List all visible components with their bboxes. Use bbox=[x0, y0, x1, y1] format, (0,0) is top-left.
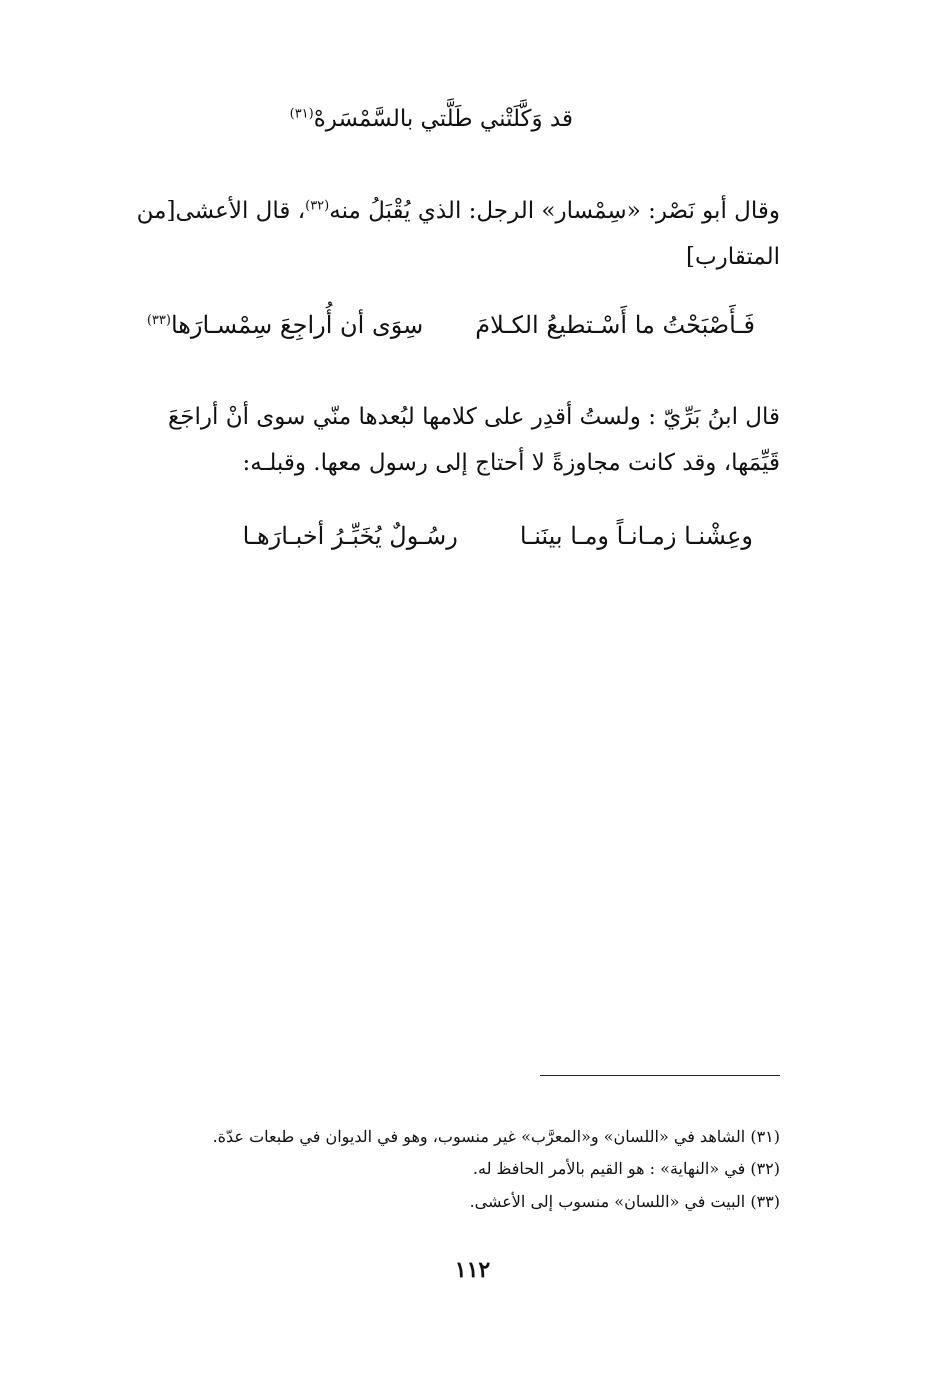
verse-2 bbox=[147, 311, 755, 339]
footnote-ref-33: (٣٣) bbox=[146, 313, 171, 328]
verse-2-hemistich-2: سِوَى أن أُراجِعَ سِمْسـارَها bbox=[170, 311, 424, 339]
paragraph-1-text-b: ، قال الأعشى[من bbox=[136, 198, 306, 224]
verse-3-hemistich-1: وعِشْنـا زمـانـاً ومـا بينَنـا bbox=[519, 522, 753, 550]
footnote-ref-32: (٣٢) bbox=[305, 198, 330, 214]
footnote-ref-31: (٣١) bbox=[289, 106, 314, 122]
paragraph-1-text-c: المتقارب] bbox=[685, 244, 780, 270]
verse-2-hemistich-1: فَـأَصْبَحْتُ ما أَسْـتطيعُ الكـلامَ bbox=[475, 311, 755, 339]
verse-top bbox=[290, 106, 573, 132]
verse-3 bbox=[243, 522, 753, 550]
paragraph-1-line-1 bbox=[137, 198, 780, 224]
footnote-33: (٣٣) البيت في «اللسان» منسوب إلى الأعشى. bbox=[469, 1192, 780, 1211]
footnote-32: (٣٢) في «النهاية» : هو القيم بالأمر الحافظ له. bbox=[472, 1159, 780, 1178]
verse-3-hemistich-2: رسُـولٌ يُخَبِّـرُ أخبـارَهـا bbox=[242, 522, 458, 550]
paragraph-2-line-2 bbox=[243, 450, 781, 476]
paragraph-1-text-a: وقال أبو نَصْر: «سِمْسار» الرجل: الذي يُقْبَلُ منه bbox=[329, 198, 780, 224]
paragraph-1-line-2 bbox=[686, 244, 780, 270]
verse-top-text: قد وَكَّلَتْني طَلَّتي بالسَّمْسَرهْ bbox=[313, 106, 573, 132]
paragraph-2-text-b: قَيِّمَها، وقد كانت مجاوزةً لا أحتاج إلى رسول معها. وقبلـه: bbox=[242, 450, 780, 476]
paragraph-2-line-1 bbox=[168, 404, 780, 430]
footnote-separator bbox=[540, 1075, 780, 1076]
verse-2-hemistich-2-wrap bbox=[147, 311, 423, 339]
footnote-31: (٣١) الشاهد في «اللسان» و«المعرَّب» غير منسوب، وهو في الديوان في طبعات عدّة. bbox=[212, 1127, 780, 1146]
paragraph-2-text-a: قال ابنُ بَرِّيّ : ولستُ أقدِر على كلامها لبُعدها منّي سوى أنْ أراجَعَ bbox=[168, 404, 780, 430]
page-number: ١١٢ bbox=[454, 1257, 491, 1283]
